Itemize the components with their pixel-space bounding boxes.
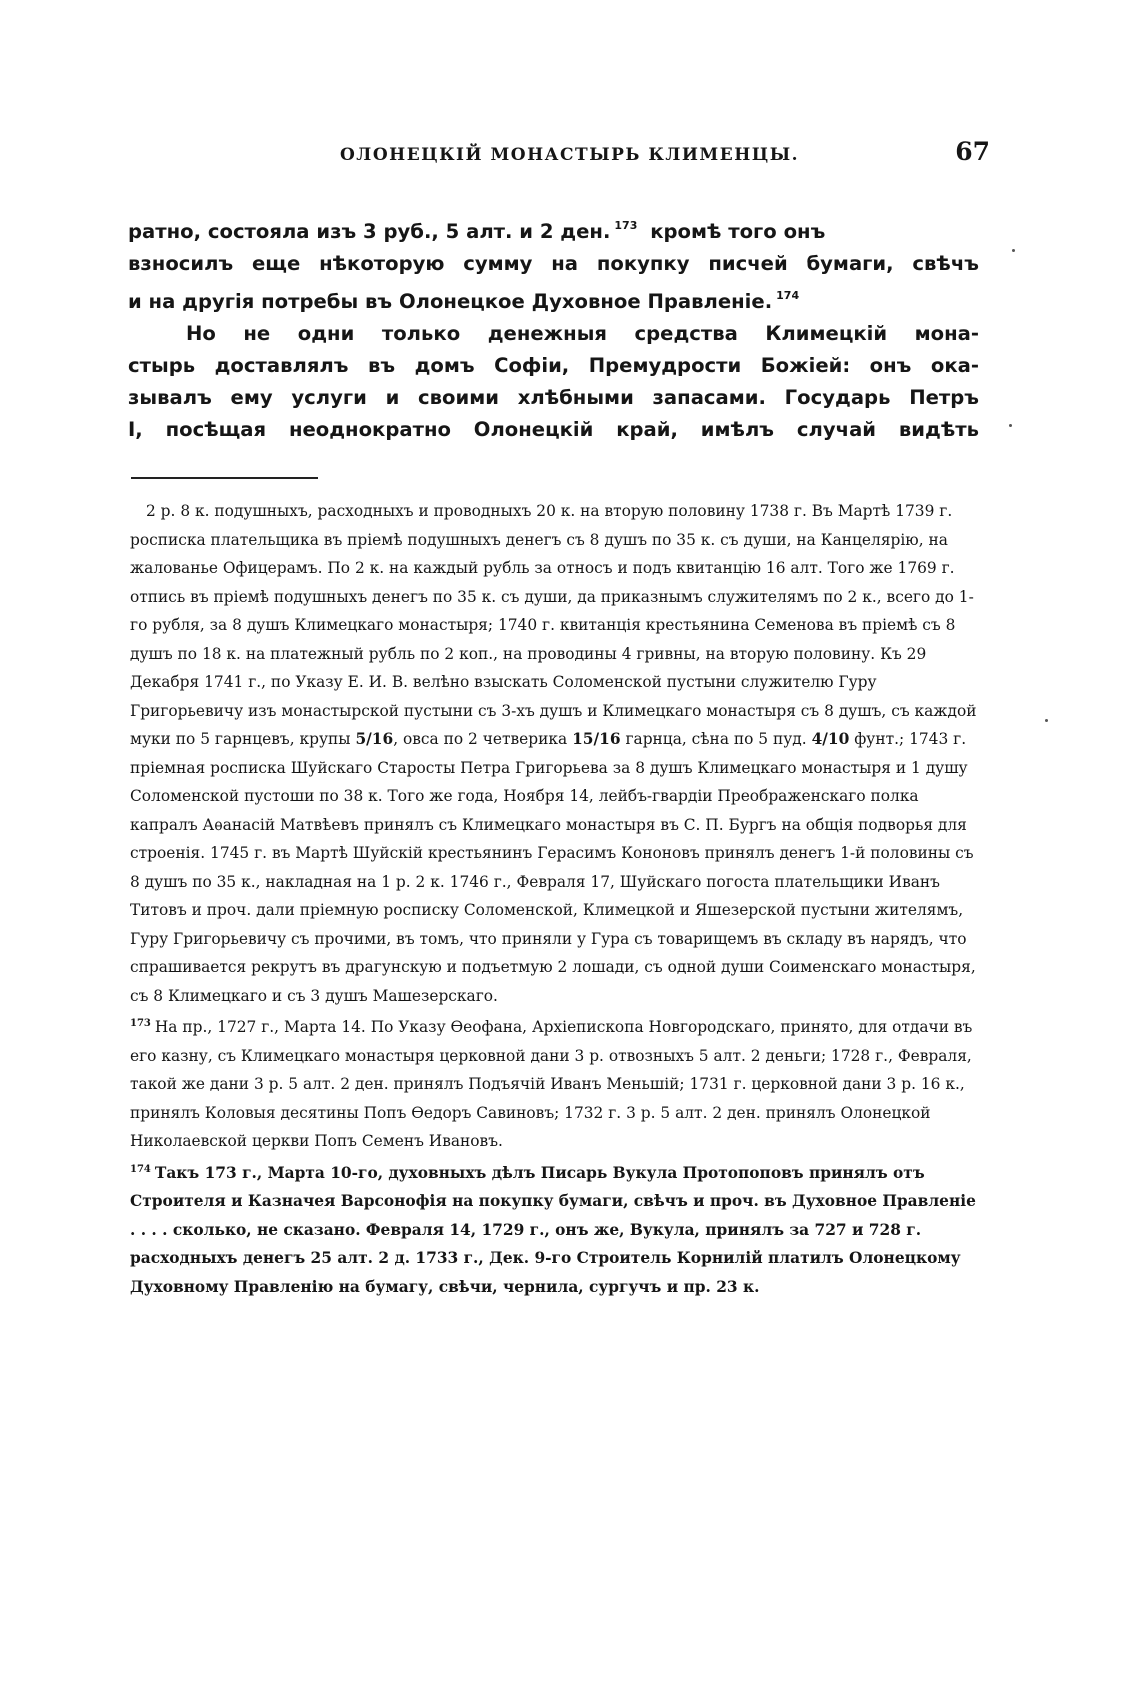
paper-speck: [1045, 719, 1048, 722]
footnote-text: На пр., 1727 г., Марта 14. По Указу Ѳеофана, Архіепископа Новгородскаго, принято, для отдачи въ его казну, съ Климецкаго монастыря церковной дани 3 р. отвозныхъ 5 алт. 2 деньги; 1728 г., Февраля, такой же дани 3 р. 5 алт. 2 ден. принялъ Подъячій Иванъ Меньшій; 1731 г. церковной дани 3 р. 16 к., принялъ Коловыя десятины Попъ Ѳедоръ Савиновъ; 1732 г. 3 р. 5 алт. 2 ден. принялъ Олонецкой Николаевской церкви Попъ Семенъ Ивановъ.: [130, 1018, 973, 1150]
footnote-text: , овса по 2 четверика: [393, 730, 568, 748]
footnote-text: фунт.; 1743 г. пріемная росписка Шуйскаго Старосты Петра Григорьева за 8 душъ Климецкаго монастыря и 1 душу Соломенской пустоши по 38 к. Того же года, Ноября 14, лейбъ-гвардіи Преображенскаго полка капралъ Аѳанасій Матвѣевъ принялъ съ Климецкаго монастыря въ С. П. Бургъ на общія подворья для строенія. 1745 г. въ Мартѣ Шуйскій крестьянинъ Герасимъ Кононовъ принялъ денегъ 1-й половины съ 8 душъ по 35 к., накладная на 1 р. 2 к. 1746 г., Февраля 17, Шуйскаго погоста плательщики Иванъ Титовъ и проч. дали пріемную росписку Соломенской, Климецкой и Яшезерской пустыни жителямъ, Гуру Григорьевичу съ прочими, въ томъ, что приняли у Гура съ товарищемъ въ складу въ нарядъ, что спрашивается рекрутъ въ драгунскую и подъетмую 2 лошади, съ одной души Соименскаго монастыря, съ 8 Климецкаго и съ 3 душъ Машезерскаго.: [130, 730, 976, 1005]
text-line: взносилъ еще нѣкоторую сумму на покупку писчей бумаги, свѣчъ: [128, 252, 979, 275]
page-number: 67: [955, 137, 990, 166]
footnote-ref: 173: [614, 219, 638, 232]
text-line: стырь доставлялъ въ домъ Софіи, Премудрости Божіей: онъ ока-: [128, 354, 979, 377]
footnote-text: Такъ 173 г., Марта 10-го, духовныхъ дѣлъ Писарь Вукула Протопоповъ принялъ отъ Строителя и Казначея Варсонофія на покупку бумаги, свѣчъ и проч. въ Духовное Правленіе . . . . сколько, не сказано. Февраля 14, 1729 г., онъ же, Вукула, принялъ за 727 и 728 г. расходныхъ денегъ 25 алт. 2 д. 1733 г., Дек. 9-го Строитель Корнилій платилъ Олонецкому Духовному Правленію на бумагу, свѣчи, чернила, сургучъ и пр. 23 к.: [130, 1163, 976, 1296]
text-fragment: кромѣ того онъ: [650, 220, 826, 243]
fraction: 15/16: [572, 730, 621, 748]
footnote-ref: 174: [776, 289, 800, 302]
text-line: Но не одни только денежныя средства Климецкій мона-: [186, 322, 979, 345]
footnote-separator: [131, 477, 318, 479]
text-line: зывалъ ему услуги и своими хлѣбными запасами. Государь Петръ: [128, 386, 979, 409]
footnote-number: 173: [130, 1018, 151, 1029]
text-line: I, посѣщая неоднократно Олонецкій край, имѣлъ случай видѣть: [128, 418, 979, 441]
running-head: [130, 137, 990, 177]
fraction: 5/16: [355, 730, 394, 748]
footnotes: [130, 497, 979, 1301]
footnote-number: 174: [130, 1163, 151, 1175]
footnote-continued: [130, 497, 979, 1010]
footnote-174: [130, 1156, 979, 1302]
text-line: [128, 210, 979, 248]
text-fragment: и на другія потребы въ Олонецкое Духовное Правленіе.: [128, 290, 773, 313]
paper-speck: [1009, 424, 1012, 427]
text-fragment: ратно, состояла изъ 3 руб., 5 алт. и 2 ден.: [128, 220, 611, 243]
text-line: [128, 280, 979, 318]
running-title: ОЛОНЕЦКІЙ МОНАСТЫРЬ КЛИМЕНЦЫ.: [340, 145, 800, 165]
footnote-173: [130, 1010, 979, 1156]
main-text: [128, 210, 979, 446]
fraction: 4/10: [811, 730, 850, 748]
footnote-text: гарнца, сѣна по 5 пуд.: [625, 730, 807, 748]
paper-speck: [1012, 249, 1015, 252]
footnote-text: 2 р. 8 к. подушныхъ, расходныхъ и проводныхъ 20 к. на вторую половину 1738 г. Въ Мартѣ 1739 г. росписка плательщика въ пріемѣ подушныхъ денегъ съ 8 душъ по 35 к. съ души, на Канцелярію, на жалованье Офицерамъ. По 2 к. на каждый рубль за относъ и подъ квитанцію 16 алт. Того же 1769 г. отпись въ пріемѣ подушныхъ денегъ по 35 к. съ души, да приказнымъ служителямъ по 2 к., всего до 1-го рубля, за 8 душъ Климецкаго монастыря; 1740 г. квитанція крестьянина Семенова въ пріемѣ съ 8 душъ по 18 к. на платежный рубль по 2 коп., на проводины 4 гривны, на вторую половину. Къ 29 Декабря 1741 г., по Указу Е. И. В. велѣно взыскать Соломенской пустыни служителю Гуру Григорьевичу изъ монастырской пустыни съ 3-хъ душъ и Климецкаго монастыря съ 8 душъ, съ каждой муки по 5 гарнцевъ, крупы: [130, 502, 977, 748]
